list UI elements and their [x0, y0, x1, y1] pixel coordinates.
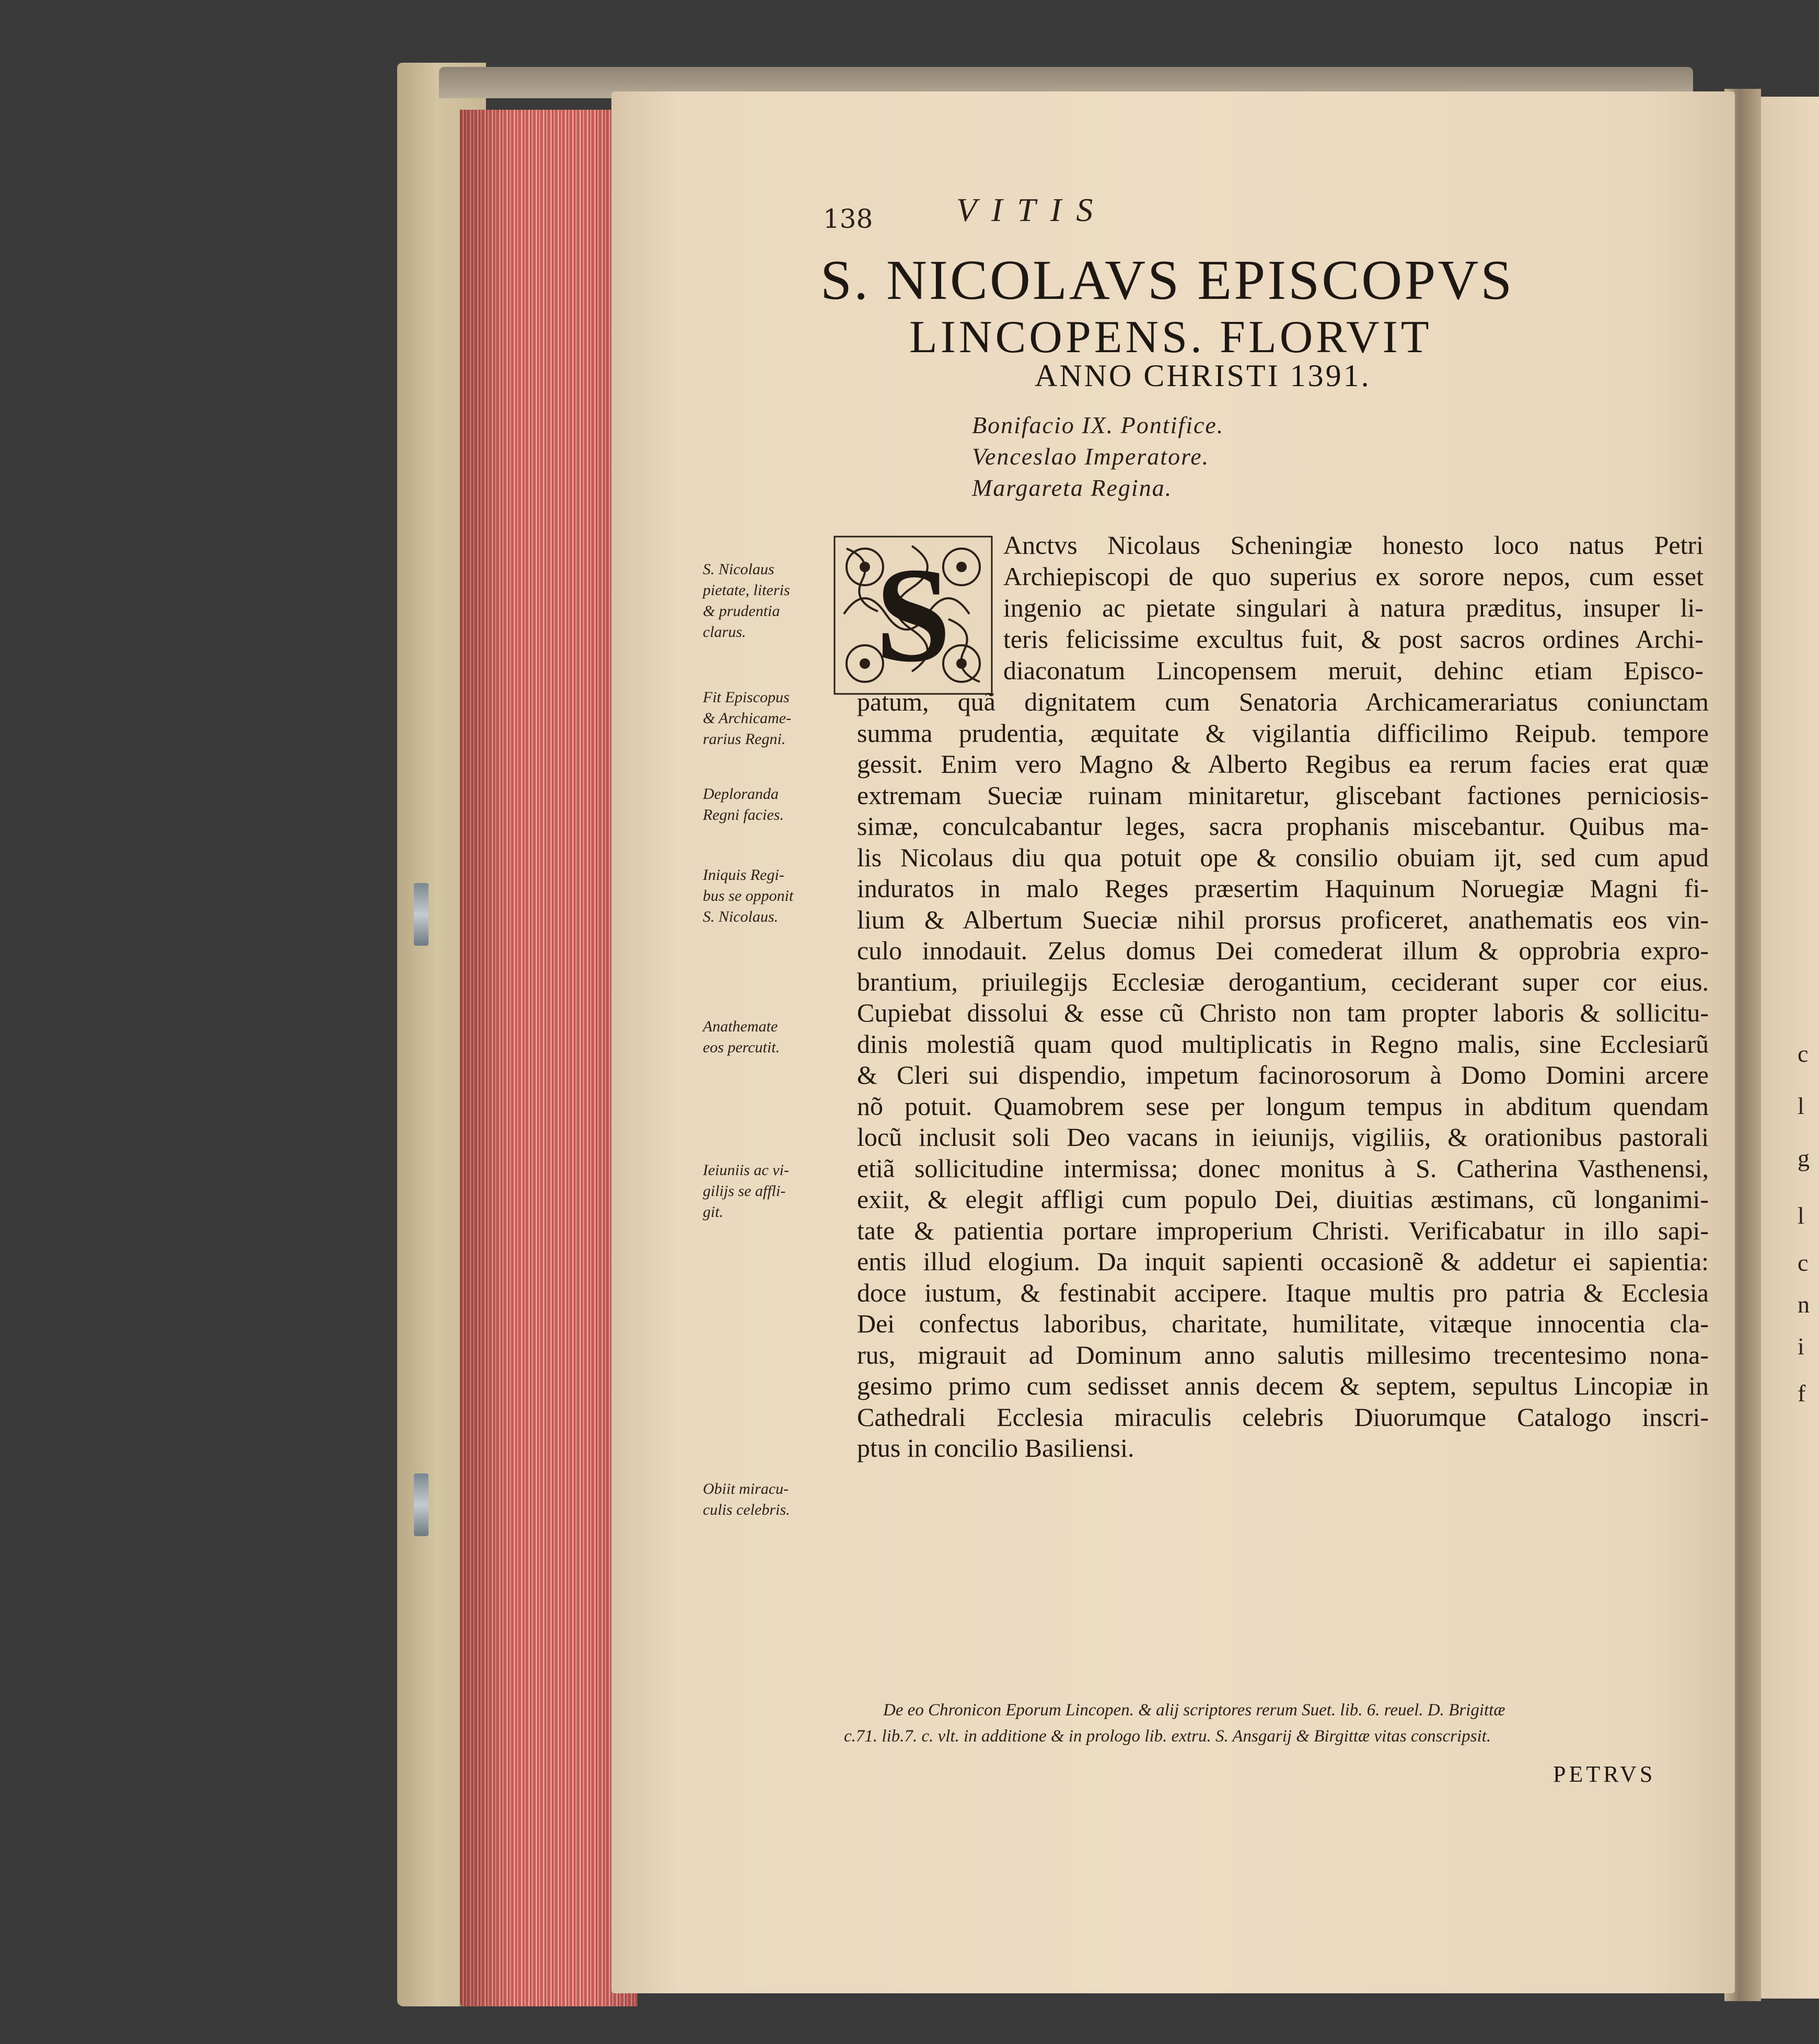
- body-line: dinis molestiã quam quod multiplicatis in Regno malis, sine Ecclesiarũ: [857, 1029, 1709, 1059]
- body-line: brantium, priuilegijs Ecclesiæ derogantium, ceciderant super cor eius.: [857, 967, 1709, 996]
- facing-page-letter: l: [1798, 1202, 1804, 1229]
- margin-note-line: rarius Regni.: [703, 730, 786, 748]
- body-line: lis Nicolaus diu qua potuit ope & consilio obuiam ijt, sed cum apud: [857, 842, 1709, 872]
- margin-note-line: gilijs se affli-: [703, 1182, 786, 1200]
- reign-emperor: Venceslao Imperatore.: [972, 443, 1210, 470]
- title-line-2: LINCOPENS. FLORVIT: [909, 312, 1432, 363]
- margin-note: [703, 1160, 828, 1223]
- body-line: doce iustum, & festinabit accipere. Itaque multis pro patria & Ecclesia: [857, 1278, 1709, 1307]
- margin-note-line: Regni facies.: [703, 806, 784, 823]
- margin-note-line: Anathemate: [703, 1018, 778, 1035]
- body-line: lium & Albertum Sueciæ nihil prorsus proficeret, anathematis eos vin-: [857, 904, 1709, 934]
- reign-queen: Margareta Regina.: [972, 474, 1173, 501]
- body-line: entis illud elogium. Da inquit sapienti occasionẽ & addetur ei sapientia:: [857, 1247, 1709, 1276]
- margin-note-line: Fit Episcopus: [703, 689, 790, 706]
- page-number: 138: [823, 204, 873, 234]
- facing-page-letter: i: [1798, 1333, 1804, 1360]
- body-line: Cathedrali Ecclesia miraculis celebris Diuorumque Catalogo inscri-: [857, 1402, 1709, 1432]
- body-line: Cupiebat dissolui & esse cũ Christo non tam propter laboris & sollicitu-: [857, 998, 1709, 1027]
- margin-note-line: S. Nicolaus.: [703, 908, 779, 925]
- margin-note: [703, 784, 828, 826]
- facing-page-letter: g: [1798, 1145, 1810, 1171]
- margin-note-line: culis celebris.: [703, 1501, 790, 1518]
- margin-note-line: pietate, literis: [703, 582, 790, 599]
- margin-note: [703, 687, 828, 750]
- body-line: & Cleri sui dispendio, impetum facinorosorum à Domo Domini arcere: [857, 1060, 1709, 1089]
- body-line: extremam Sueciæ ruinam minitaretur, gliscebant factiones perniciosis-: [857, 780, 1709, 810]
- left-page: [611, 91, 1735, 1993]
- body-line: gessit. Enim vero Magno & Alberto Regibus ea rerum facies erat quæ: [857, 749, 1709, 779]
- facing-page-letter: f: [1798, 1380, 1806, 1407]
- margin-note: [703, 559, 828, 643]
- body-line: simæ, conculcabantur leges, sacra prophanis miscebantur. Quibus ma-: [857, 811, 1709, 841]
- margin-note-line: eos percutit.: [703, 1039, 780, 1056]
- body-line: diaconatum Lincopensem meruit, dehinc etiam Episco-: [1003, 656, 1704, 685]
- body-line: exiit, & elegit affligi cum populo Dei, diuitias æstimans, cũ longanimi-: [857, 1184, 1709, 1214]
- body-line: culo innodauit. Zelus domus Dei comederat illum & opprobria expro-: [857, 936, 1709, 965]
- page-edge-shadow: [460, 110, 638, 2006]
- body-line: ingenio ac pietate singulari à natura præditus, insuper li-: [1003, 593, 1704, 622]
- footnote-line-1: De eo Chronicon Eporum Lincopen. & alij scriptores rerum Suet. lib. 6. reuel. D. Brigittæ: [883, 1701, 1505, 1720]
- title-line-3: ANNO CHRISTI 1391.: [1035, 358, 1371, 393]
- margin-note: [703, 1479, 828, 1520]
- body-line: nõ potuit. Quamobrem sese per longum tempus in abditum quendam: [857, 1091, 1709, 1121]
- catchword: PETRVS: [1553, 1761, 1656, 1787]
- body-line: summa prudentia, æquitate & vigilantia difficilimo Reipub. tempore: [857, 718, 1709, 748]
- margin-note: [703, 1016, 828, 1058]
- margin-note-line: S. Nicolaus: [703, 561, 774, 578]
- footnote-line-2: c.71. lib.7. c. vlt. in additione & in prologo lib. extru. S. Ansgarij & Birgittæ vitas conscripsit.: [844, 1727, 1491, 1746]
- running-head: VITIS: [956, 191, 1108, 228]
- drop-cap-ornament: [833, 536, 993, 695]
- drop-cap-letter: S: [875, 540, 951, 690]
- body-line: Anctvs Nicolaus Scheningiæ honesto loco natus Petri: [1003, 530, 1704, 560]
- margin-note-line: bus se opponit: [703, 887, 794, 904]
- body-line: teris felicissime excultus fuit, & post sacros ordines Archi-: [1003, 624, 1704, 654]
- margin-note-line: & prudentia: [703, 602, 780, 620]
- margin-note-line: & Archicame-: [703, 710, 792, 727]
- margin-note-line: clarus.: [703, 623, 746, 641]
- facing-page-letter: c: [1798, 1040, 1809, 1067]
- body-line: gesimo primo cum sedisset annis decem & septem, sepultus Lincopiæ in: [857, 1371, 1709, 1400]
- body-line: Archiepiscopi de quo superius ex sorore nepos, cum esset: [1003, 562, 1704, 591]
- body-line: locũ inclusit soli Deo vacans in ieiunijs, vigiliis, & orationibus pastorali: [857, 1122, 1709, 1152]
- margin-note-line: git.: [703, 1203, 724, 1221]
- clasp-lower: [414, 1473, 428, 1536]
- facing-page-letter: c: [1798, 1249, 1809, 1276]
- title-line-1: S. NICOLAVS EPISCOPVS: [820, 249, 1514, 311]
- body-line: rus, migrauit ad Dominum anno salutis millesimo trecentesimo nona-: [857, 1340, 1709, 1369]
- clasp-upper: [414, 883, 428, 946]
- body-line: patum, quã dignitatem cum Senatoria Archicamerariatus coniunctam: [857, 687, 1709, 716]
- reign-pope: Bonifacio IX. Pontifice.: [972, 412, 1224, 438]
- body-line: Dei confectus laboribus, charitate, humilitate, vitæque innocentia cla-: [857, 1309, 1709, 1338]
- margin-note-line: Deploranda: [703, 785, 779, 803]
- margin-note: [703, 865, 828, 927]
- margin-note-line: Ieiuniis ac vi-: [703, 1162, 789, 1179]
- margin-note-line: Iniquis Regi-: [703, 866, 784, 884]
- facing-page-letter: l: [1798, 1093, 1804, 1119]
- body-line: induratos in malo Reges præsertim Haquinum Noruegiæ Magni fi-: [857, 874, 1709, 903]
- facing-page-letter: n: [1798, 1291, 1810, 1318]
- body-line: etiã sollicitudine intermissa; donec monitus à S. Catherina Vasthenensi,: [857, 1153, 1709, 1183]
- margin-note-line: Obiit miracu-: [703, 1480, 789, 1497]
- body-line: tate & patientia portare improperium Christi. Verificabatur in illo sapi-: [857, 1215, 1709, 1245]
- body-line: ptus in concilio Basiliensi.: [857, 1433, 1134, 1462]
